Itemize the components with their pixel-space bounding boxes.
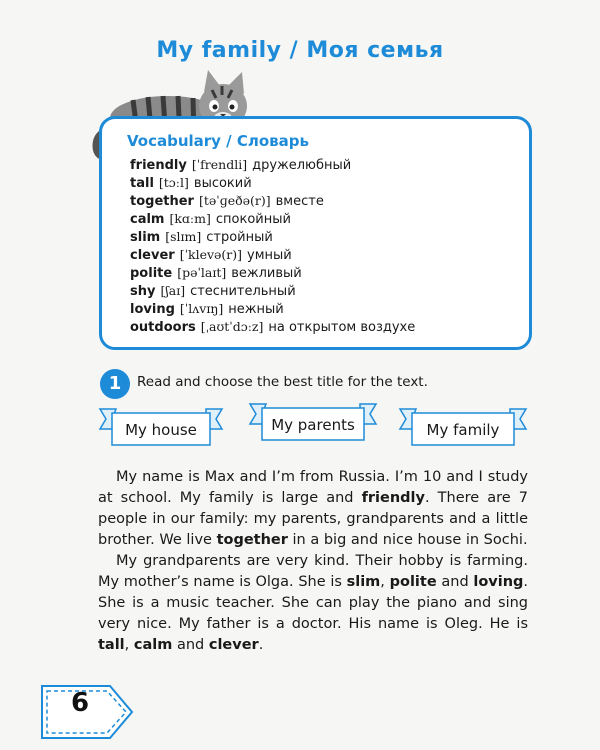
text-segment: . There are 7 people in our family: my parents, grandparents and a little brother. We live [98,490,528,548]
vocabulary-entry: calm [kɑːm] спокойный [130,211,291,227]
vocabulary-box [99,116,532,350]
task-instruction: Read and choose the best title for the text. [137,374,428,390]
vocabulary-entry: clever [ˈklevə(r)] умный [130,247,292,263]
text-segment: and [172,637,209,653]
option-label: My parents [271,416,355,434]
title-option-my-family[interactable] [398,403,528,447]
vocabulary-entry: slim [slɪm] стройный [130,229,273,245]
page-number-tag [40,684,135,742]
bold-word: friendly [361,490,425,506]
text-segment: . [258,637,264,653]
text-segment: and [436,574,474,590]
vocabulary-list [130,156,415,336]
vocabulary-entry: loving [ˈlʌvɪŋ] нежный [130,301,284,317]
text-segment: . She is a music teacher. She can play the piano and sing very nice. My father is a doctor. His name is Oleg. He is [98,574,529,632]
paragraph-1 [98,467,528,551]
text-segment: My grandparents are very kind. Their hobby is farming. My mother’s name is Olga. She is [98,553,528,590]
title-option-my-house[interactable] [98,403,224,447]
vocabulary-entry: friendly [ˈfrendli] дружелюбный [130,157,352,173]
text-segment: in a big and nice house in Sochi. [287,532,528,548]
bold-word: loving [473,574,524,590]
vocabulary-entry: tall [tɔːl] высокий [130,175,252,191]
bold-word: clever [208,637,259,653]
task-number-badge: 1 [100,369,130,399]
bold-word: polite [389,574,437,590]
text-segment: , [380,574,390,590]
vocabulary-entry: outdoors [ˌaʊtˈdɔːz] на открытом воздухе [130,319,416,335]
option-label: My family [426,421,500,439]
page-number: 6 [70,688,90,718]
page-title: My family / Моя семья [156,38,444,63]
bold-word: calm [133,637,173,653]
reading-text [98,467,528,656]
text-segment: , [124,637,134,653]
title-option-my-parents[interactable] [248,400,378,444]
vocabulary-entry: polite [pəˈlaɪt] вежливый [130,265,302,281]
vocabulary-entry: together [təˈɡeðə(r)] вместе [130,193,324,209]
vocabulary-entry: shy [ʃaɪ] стеснительный [130,283,296,299]
text-segment: My name is Max and I’m from Russia. I’m 10 and I study at school. My family is large and [98,469,528,506]
bold-word: tall [98,637,125,653]
vocabulary-heading: Vocabulary / Словарь [127,132,310,150]
paragraph-2 [98,551,528,656]
option-label: My house [125,421,197,439]
bold-word: slim [346,574,381,590]
bold-word: together [216,532,288,548]
